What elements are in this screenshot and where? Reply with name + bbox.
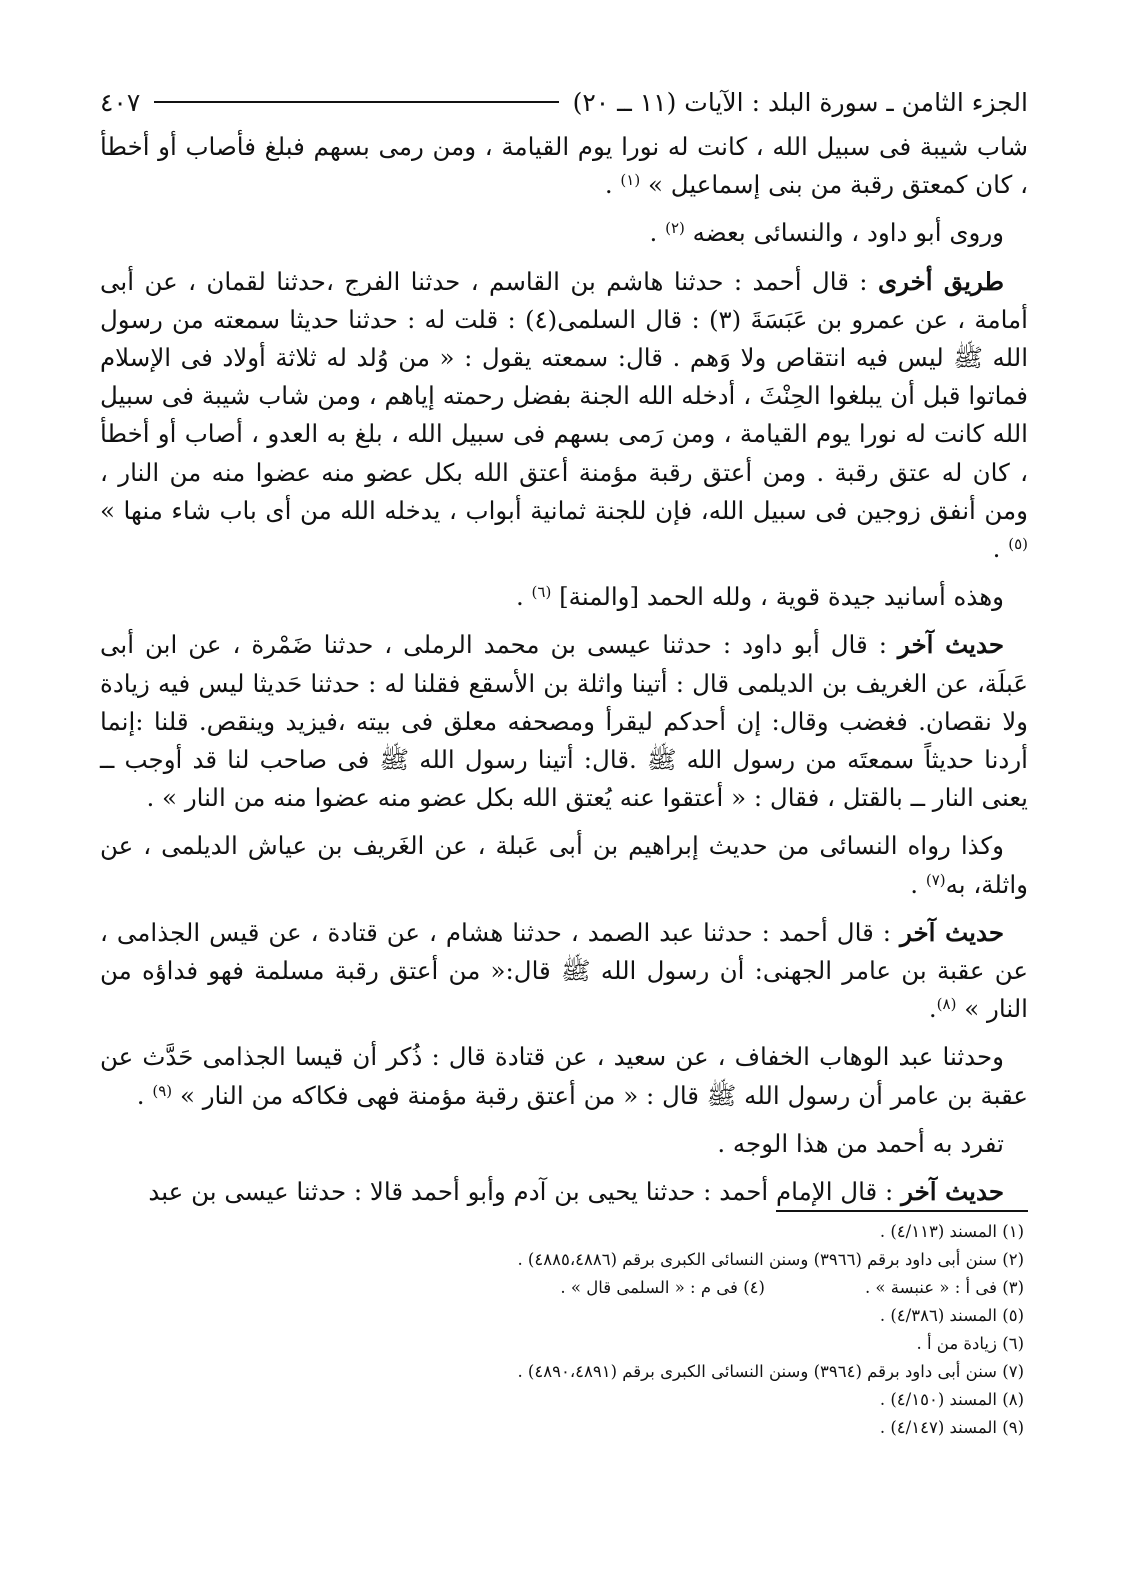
footnote-ref: (١) (620, 171, 641, 190)
paragraph: تفرد به أحمد من هذا الوجه . (717, 1128, 1004, 1158)
footnote: (١) المسند (٤/١١٣) . (879, 1222, 1024, 1241)
paragraph: طريق أخرى : قال أحمد : حدثنا هاشم بن القاسم ، حدثنا الفرج ،حدثنا لقمان ، عن أبى أمامة ، عن عمرو بن عَبَسَةَ (٣) : قال السلمى(٤) : قلت له : حدثنا حديثا سمعته من رسول الله ﷺ ليس فيه انتقاص ولا وَهم . قال: سمعته يقول : « من وُلد له ثلاثة أولاد فى الإسلام فماتوا قبل أن يبلغوا الحِنْثَ ، أدخله الله الجنة بفضل رحمته إياهم ، ومن شاب شيبة فى سبيل الله كانت له نورا يوم القيامة ، ومن رَمى بسهم فى سبيل الله ، بلغ به العدو ، أصاب أو أخطأ ، كان له عتق رقبة . ومن أعتق رقبة مؤمنة أعتق الله بكل عضو منه عضوا منه من النار ، ومن أنفق زوجين فى سبيل الله، فإن للجنة ثمانية أبواب ، يدخله الله من أى باب شاء منها » $^{(٥)}$ . (100, 266, 1028, 564)
footnote-ref: (٥) (1008, 535, 1028, 554)
footnote: (٧) سنن أبى داود برقم (٣٩٦٤) وسنن النسائى الكبرى برقم (٤٨٩٠،٤٨٩١) . (517, 1362, 1024, 1381)
paragraph: وهذه أسانيد جيدة قوية ، ولله الحمد [والمنة] $^{(٦)}$ . (515, 582, 1004, 612)
main-text (100, 128, 1028, 1221)
header-title: الجزء الثامن ـ سورة البلد : الآيات (١١ ــ ٢٠) (572, 87, 1028, 117)
paragraph: شاب شيبة فى سبيل الله ، كانت له نورا يوم القيامة ، ومن رمى بسهم فبلغ فأصاب أو أخطأ ، كان كمعتق رقبة من بنى إسماعيل » $^{(١)}$ . (100, 132, 1028, 200)
section-lead: حديث آخر (897, 630, 1004, 660)
footnote: (٣) فى أ : « عنبسة » . (864, 1278, 1024, 1297)
footnote: (٨) المسند (٤/١٥٠) . (879, 1390, 1024, 1409)
footnote-pair (100, 1274, 1024, 1302)
footnote-ref: (٢) (665, 219, 685, 238)
paragraph: وحدثنا عبد الوهاب الخفاف ، عن سعيد ، عن قتادة قال : ذُكر أن قيسا الجذامى حَدَّث عن عقبة بن عامر أن رسول الله ﷺ قال : « من أعتق رقبة مؤمنة فهى فكاكه من النار » $^{(٩)}$ . (100, 1042, 1028, 1110)
page-number: ٤٠٧ (100, 87, 141, 117)
footnote: (٦) زيادة من أ . (916, 1334, 1024, 1353)
paragraph: وروى أبو داود ، والنسائى بعضه $^{(٢)}$ . (649, 218, 1004, 248)
footnote: (٩) المسند (٤/١٤٧) . (879, 1418, 1024, 1437)
section-lead: حديث آخر (901, 1177, 1004, 1207)
paragraph: حديث آخر : قال الإمام أحمد : حدثنا يحيى بن آدم وأبو أحمد قالا : حدثنا عيسى بن عبد (148, 1177, 1004, 1207)
footnote-ref: (٨) (936, 995, 957, 1014)
running-header (100, 84, 1028, 120)
section-lead: طريق أخرى (877, 266, 1005, 296)
footnotes (100, 1218, 1024, 1442)
footnote-ref: (٧) (925, 870, 946, 889)
header-rule (154, 101, 558, 103)
footnote-separator (776, 1210, 1028, 1212)
paragraph: وكذا رواه النسائى من حديث إبراهيم بن أبى عَبلة ، عن الغَريف بن عياش الديلمى ، عن واثلة، به$^{(٧)}$ . (100, 831, 1028, 899)
paragraph: حديث آخر : قال أحمد : حدثنا عبد الصمد ، حدثنا هشام ، عن قتادة ، عن قيس الجذامى ، عن عقبة بن عامر الجهنى: أن رسول الله ﷺ قال:« من أعتق رقبة مسلمة فهو فداؤه من النار » $^{(٨)}$. (100, 917, 1028, 1024)
footnote-ref: (٩) (152, 1081, 173, 1100)
section-lead: حديث آخر (899, 917, 1005, 947)
footnote: (٢) سنن أبى داود برقم (٣٩٦٦) وسنن النسائى الكبرى برقم (٤٨٨٥،٤٨٨٦) . (517, 1250, 1024, 1269)
paragraph: حديث آخر : قال أبو داود : حدثنا عيسى بن محمد الرملى ، حدثنا ضَمْرة ، عن ابن أبى عَبلَة، عن الغريف بن الديلمى قال : أتينا واثلة بن الأسقع فقلنا له : حدثنا حَديثا ليس فيه زيادة ولا نقصان. فغضب وقال: إن أحدكم ليقرأ ومصحفه معلق فى بيته ،فيزيد وينقص. قلنا :إنما أردنا حديثاً سمعتَه من رسول الله ﷺ .قال: أتينا رسول الله ﷺ فى صاحب لنا قد أوجب ــ يعنى النار ــ بالقتل ، فقال : « أعتقوا عنه يُعتق الله بكل عضو منه عضوا منه من النار » . (100, 630, 1028, 813)
footnote-ref: (٦) (531, 583, 552, 602)
footnote: (٥) المسند (٤/٣٨٦) . (879, 1306, 1024, 1325)
footnote: (٤) فى م : « السلمى قال » . (560, 1278, 765, 1297)
